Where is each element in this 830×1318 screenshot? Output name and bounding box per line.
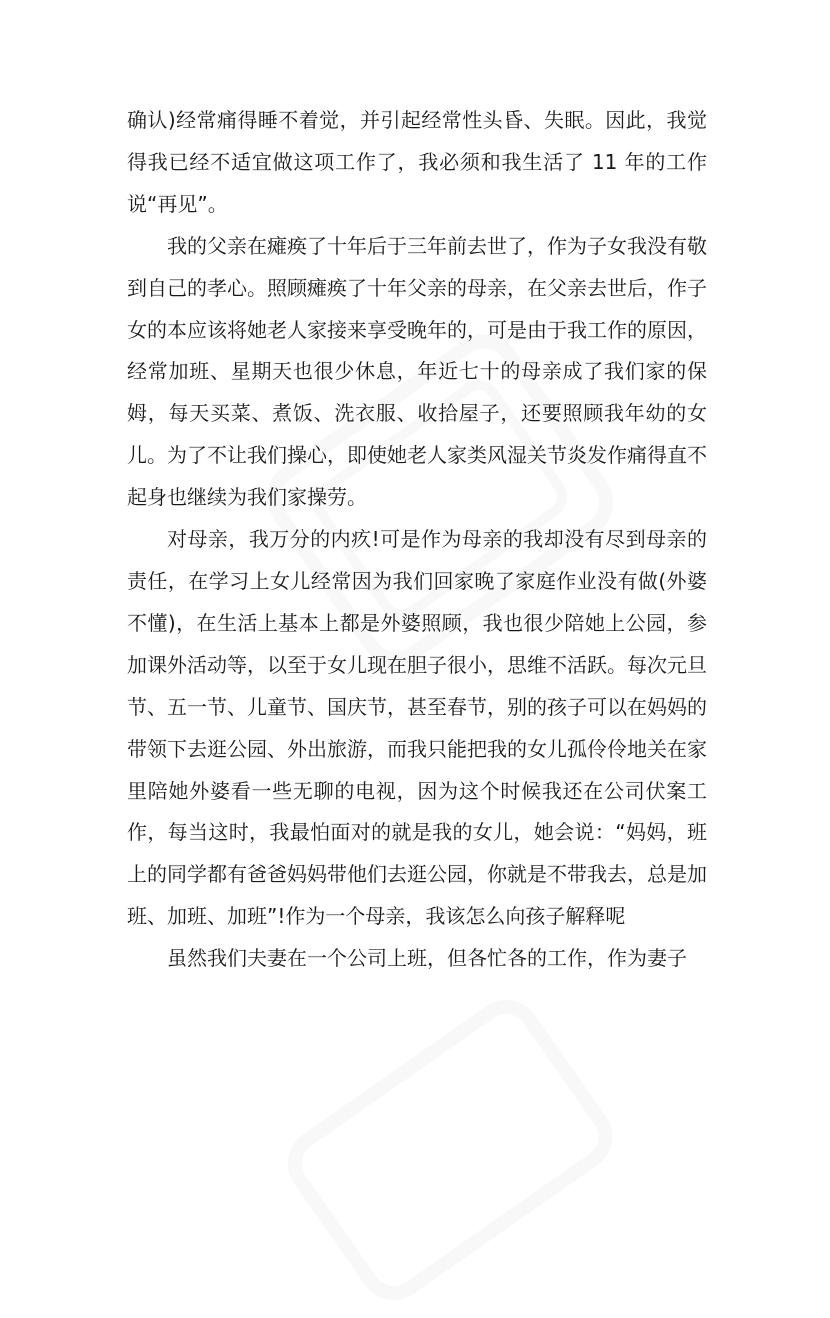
paragraph-1: 确认)经常痛得睡不着觉，并引起经常性头昏、失眠。因此，我觉得我已经不适宜做这项工作了，我必须和我生活了 11 年的工作说“再见”。 xyxy=(127,108,707,216)
watermark-stamp-icon-bottom xyxy=(270,982,630,1318)
paragraph-2: 我的父亲在瘫痪了十年后于三年前去世了，作为子女我没有敬到自己的孝心。照顾瘫痪了十年父亲的母亲，在父亲去世后，作子女的本应该将她老人家接来享受晚年的，可是由于我工作的原因，经常加班、星期天也很少休息，年近七十的母亲成了我们家的保姆，每天买菜、煮饭、洗衣服、收拾屋子，还要照顾我年幼的女儿。为了不让我们操心，即使她老人家类风湿关节炎发作痛得直不起身也继续为我们家操劳。 xyxy=(127,233,707,510)
paragraph-3: 对母亲，我万分的内疚!可是作为母亲的我却没有尽到母亲的责任，在学习上女儿经常因为我们回家晚了家庭作业没有做(外婆不懂)，在生活上基本上都是外婆照顾，我也很少陪她上公园，参加课外活动等，以至于女儿现在胆子很小，思维不活跃。每次元旦节、五一节、儿童节、国庆节，甚至春节，别的孩子可以在妈妈的带领下去逛公园、外出旅游，而我只能把我的女儿孤伶伶地关在家里陪她外婆看一些无聊的电视，因为这个时候我还在公司伏案工作，每当这时，我最怕面对的就是我的女儿，她会说：“妈妈，班上的同学都有爸爸妈妈带他们去逛公园，你就是不带我去，总是加班、加班、加班”!作为一个母亲，我该怎么向孩子解释呢 xyxy=(127,527,707,929)
document-body xyxy=(127,100,707,980)
paragraph-4: 虽然我们夫妻在一个公司上班，但各忙各的工作，作为妻子 xyxy=(167,946,687,971)
